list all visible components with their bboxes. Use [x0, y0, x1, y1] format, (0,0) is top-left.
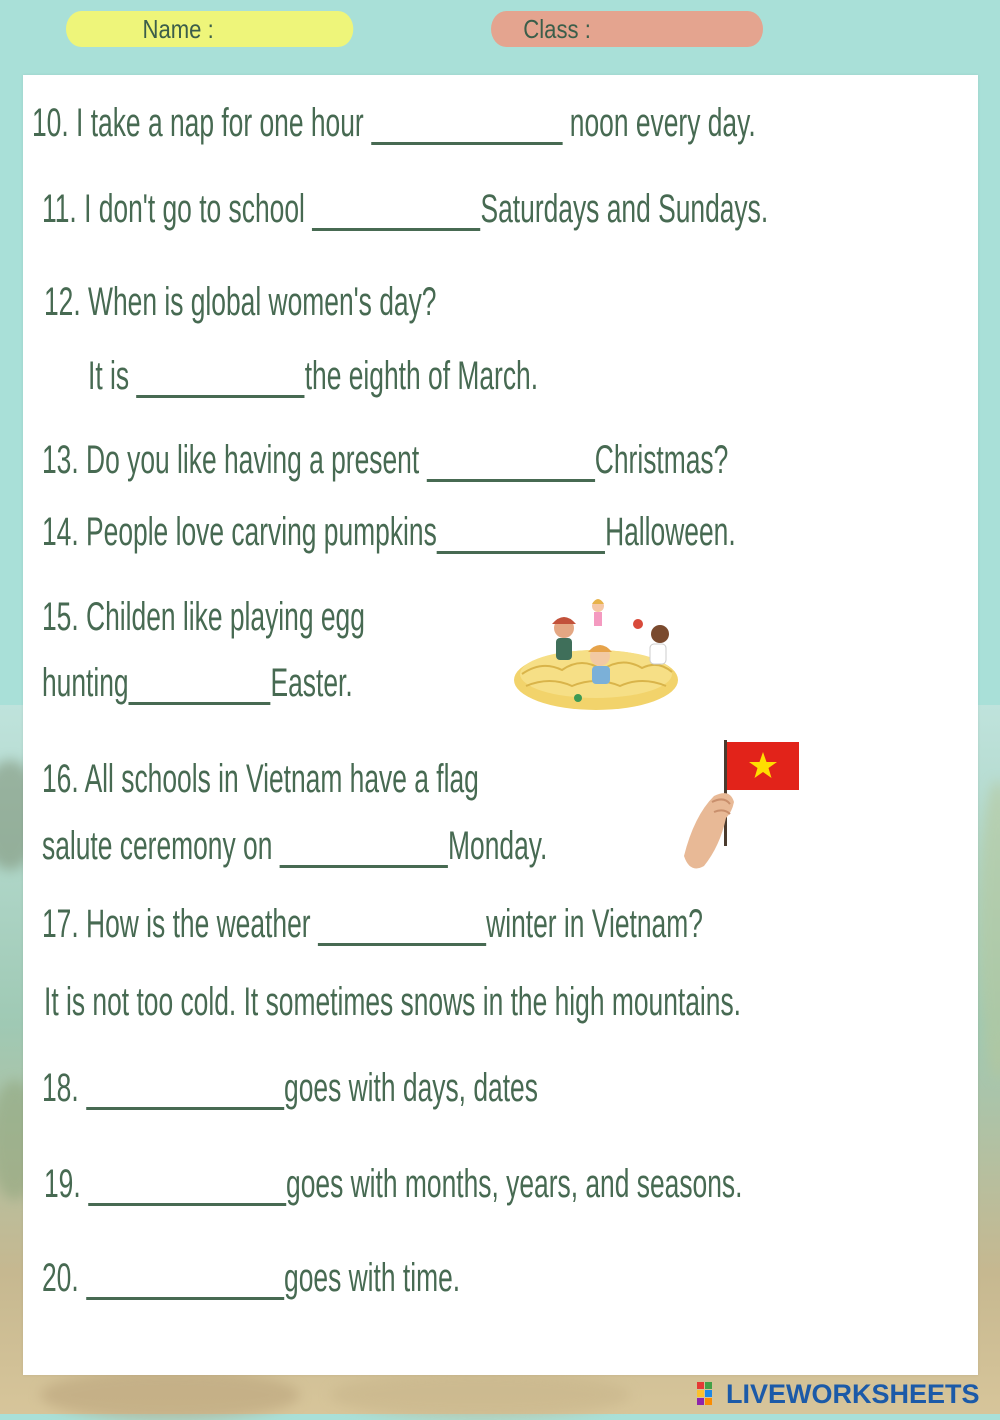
question-text: It is not too cold. It sometimes snows in the high mountains.: [44, 980, 742, 1024]
question-17-answer: [44, 980, 741, 1025]
question-text: 11. I don't go to school: [42, 187, 313, 231]
question-text: 10. I take a nap for one hour: [32, 101, 372, 145]
question-17: [42, 902, 703, 947]
question-text: goes with months, years, and seasons.: [286, 1162, 743, 1206]
question-text: Monday.: [448, 824, 548, 868]
question-16: [42, 757, 479, 802]
question-text: Halloween.: [605, 510, 736, 554]
answer-blank[interactable]: [312, 198, 480, 231]
question-text: goes with time.: [284, 1256, 461, 1300]
answer-blank[interactable]: [136, 365, 304, 398]
question-text: 15. Childen like playing egg: [42, 595, 365, 639]
egg-hunting-illustration: [512, 594, 680, 712]
question-text: Easter.: [270, 661, 353, 705]
question-text: 17. How is the weather: [42, 902, 318, 946]
question-12-answer: [88, 354, 538, 399]
question-text: 14. People love carving pumpkins: [42, 510, 437, 554]
question-12: [44, 280, 436, 325]
question-10: [32, 101, 756, 146]
liveworksheets-logo-icon: [696, 1380, 722, 1408]
class-field: [491, 11, 763, 47]
question-text: 19.: [44, 1162, 89, 1206]
question-20: [42, 1256, 460, 1301]
vietnam-flag-illustration: [678, 736, 800, 876]
question-15: [42, 595, 365, 640]
background-blob: [40, 1370, 300, 1420]
logo-text: LIVEWORKSHEETS: [726, 1378, 980, 1409]
answer-blank[interactable]: [427, 449, 595, 482]
question-14: [42, 510, 736, 555]
question-text: 20.: [42, 1256, 87, 1300]
class-label: Class :: [523, 14, 591, 44]
question-13: [42, 438, 728, 483]
question-text: Christmas?: [594, 438, 729, 482]
question-16-cont: [42, 824, 547, 869]
question-18: [42, 1066, 538, 1111]
answer-blank[interactable]: [318, 913, 486, 946]
answer-blank[interactable]: [86, 1077, 284, 1110]
question-text: 16. All schools in Vietnam have a flag: [42, 757, 479, 801]
question-text: the eighth of March.: [304, 354, 539, 398]
question-text: 12. When is global women's day?: [44, 280, 437, 324]
answer-blank[interactable]: [371, 112, 562, 145]
question-text: 18.: [42, 1066, 87, 1110]
answer-blank[interactable]: [280, 835, 448, 868]
answer-blank[interactable]: [88, 1173, 286, 1206]
answer-blank[interactable]: [129, 672, 271, 705]
name-field: [66, 11, 353, 47]
liveworksheets-logo: [696, 1378, 980, 1410]
question-text: It is: [88, 354, 137, 398]
question-text: winter in Vietnam?: [486, 902, 703, 946]
question-text: 13. Do you like having a present: [42, 438, 427, 482]
question-text: goes with days, dates: [284, 1066, 538, 1110]
question-11: [42, 187, 768, 232]
background-blob: [330, 1372, 630, 1418]
question-text: noon every day.: [562, 101, 756, 145]
question-text: Saturdays and Sundays.: [480, 187, 769, 231]
question-text: hunting: [42, 661, 129, 705]
name-input[interactable]: [211, 15, 367, 45]
answer-blank[interactable]: [437, 521, 605, 554]
class-input[interactable]: [593, 15, 741, 45]
question-text: salute ceremony on: [42, 824, 280, 868]
name-label: Name :: [142, 14, 214, 44]
question-15-cont: [42, 661, 353, 706]
answer-blank[interactable]: [86, 1267, 284, 1300]
question-19: [44, 1162, 742, 1207]
